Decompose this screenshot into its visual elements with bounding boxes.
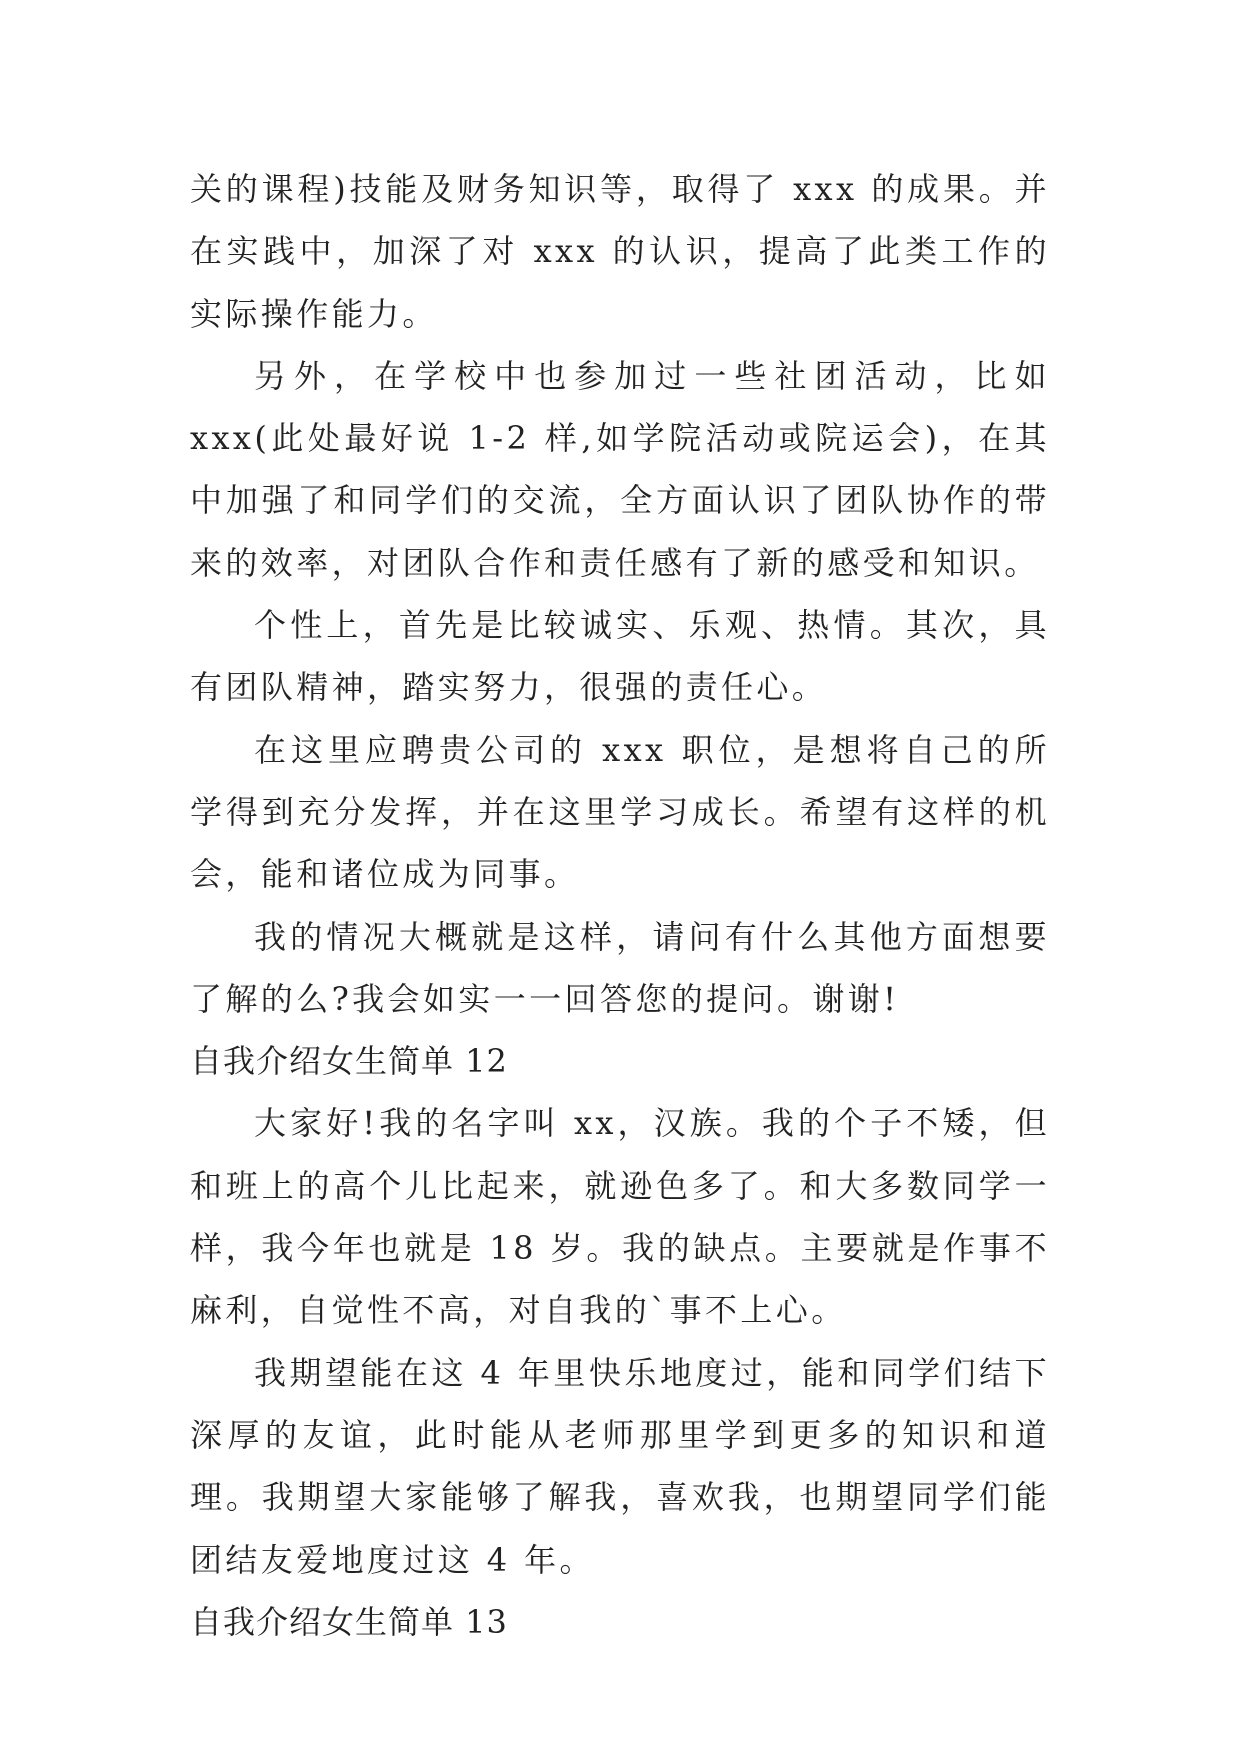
paragraph: 关的课程)技能及财务知识等，取得了 xxx 的成果。并在实践中，加深了对 xxx 的认识，提高了此类工作的实际操作能力。 xyxy=(190,170,1050,333)
paragraph: 我期望能在这 4 年里快乐地度过，能和同学们结下深厚的友谊，此时能从老师那里学到更多的知识和道理。我期望大家能够了解我，喜欢我，也期望同学们能团结友爱地度过这 4 年。 xyxy=(190,1353,1050,1579)
document-body xyxy=(190,158,1050,1653)
paragraph: 另外，在学校中也参加过一些社团活动，比如 xxx(此处最好说 1-2 样,如学院活动或院运会)，在其中加强了和同学们的交流，全方面认识了团队协作的带来的效率，对团队合作和责任感有了新的感受和知识。 xyxy=(190,356,1050,582)
paragraph: 我的情况大概就是这样，请问有什么其他方面想要了解的么?我会如实一一回答您的提问。谢谢! xyxy=(190,917,1050,1018)
paragraph: 大家好!我的名字叫 xx，汉族。我的个子不矮，但和班上的高个儿比起来，就逊色多了。和大多数同学一样，我今年也就是 18 岁。我的缺点。主要就是作事不麻利，自觉性不高，对自我的`事不上心。 xyxy=(190,1104,1050,1330)
section-heading: 自我介绍女生简单 12 xyxy=(190,1042,508,1081)
section-heading: 自我介绍女生简单 13 xyxy=(190,1602,508,1641)
paragraph: 在这里应聘贵公司的 xxx 职位，是想将自己的所学得到充分发挥，并在这里学习成长。希望有这样的机会，能和诸位成为同事。 xyxy=(190,730,1050,894)
paragraph: 个性上，首先是比较诚实、乐观、热情。其次，具有团队精神，踏实努力，很强的责任心。 xyxy=(190,606,1050,707)
